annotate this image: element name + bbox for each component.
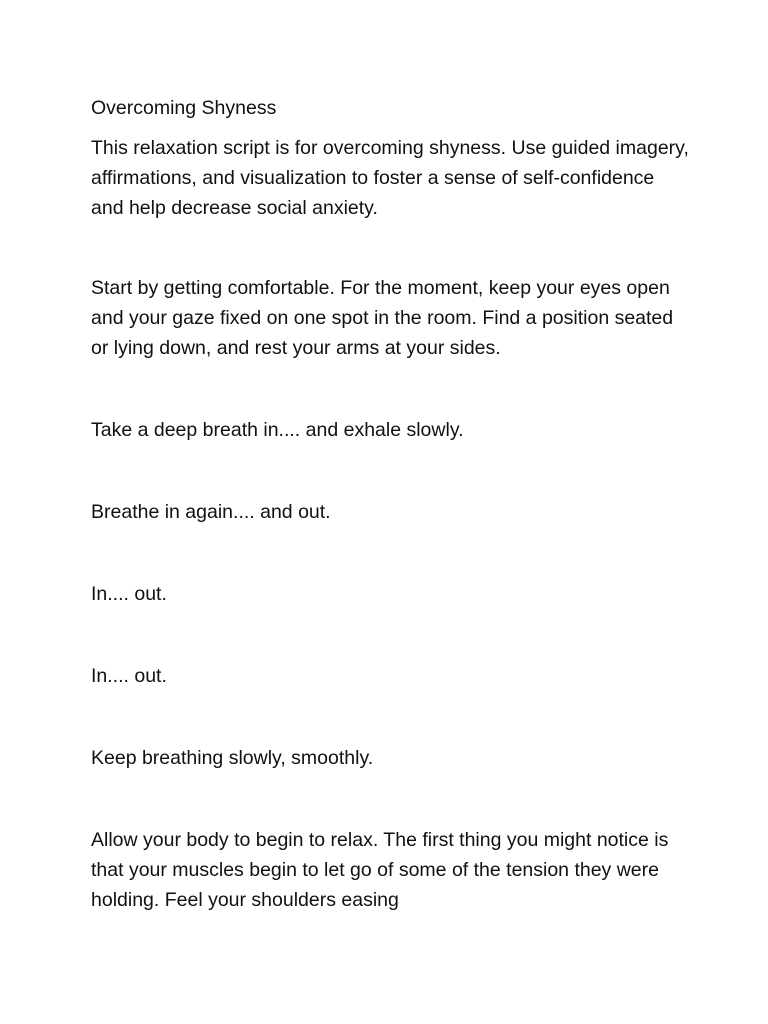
paragraph-in-out-2: In.... out. [91,665,167,687]
paragraph-intro: This relaxation script is for overcoming shyness. Use guided imagery, affirmations, and visualization to foster a sense of self-confidence and help decrease social anxiety. [91,137,689,219]
paragraph-in-out-1: In.... out. [91,583,167,605]
paragraph-relax-body: Allow your body to begin to relax. The first thing you might notice is that your muscles begin to let go of some of the tension they were holding. Feel your shoulders easing [91,829,669,911]
document-title: Overcoming Shyness [91,97,277,119]
paragraph-breathe-again: Breathe in again.... and out. [91,501,331,523]
document-body [91,93,691,915]
paragraph-deep-breath: Take a deep breath in.... and exhale slowly. [91,419,464,441]
paragraph-get-comfortable: Start by getting comfortable. For the moment, keep your eyes open and your gaze fixed on one spot in the room. Find a position seated or lying down, and rest your arms at your sides. [91,277,674,359]
paragraph-keep-breathing: Keep breathing slowly, smoothly. [91,747,374,769]
